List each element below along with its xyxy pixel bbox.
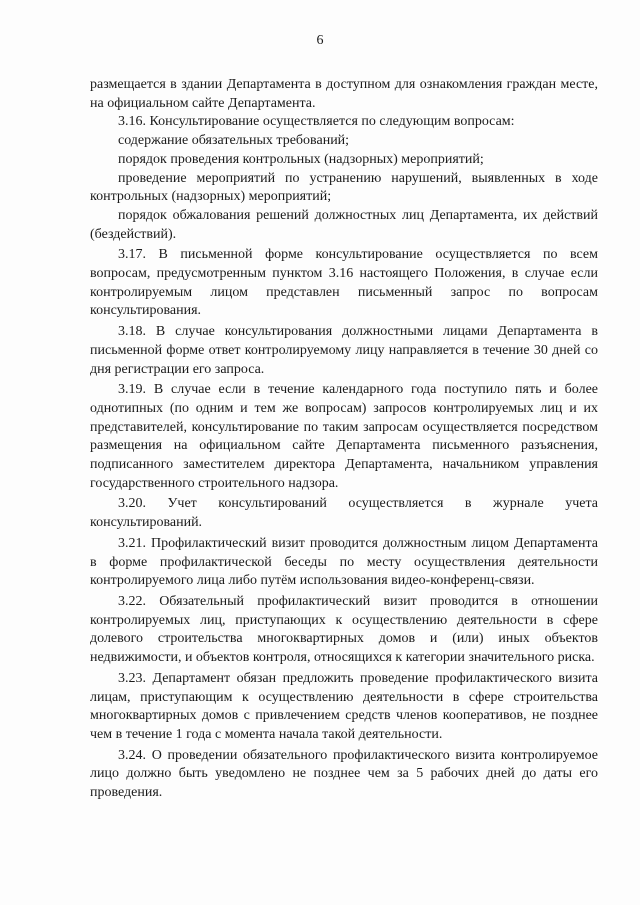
paragraph-3-18: 3.18. В случае консультирования должностными лицами Департамента в письменной форме ответ контролируемому лицу направляется в течение 30 дней со дня регистрации его запроса. (90, 324, 598, 377)
paragraph-3-22: 3.22. Обязательный профилактический визит проводится в отношении контролируемых лиц, приступающих к осуществлению деятельности в сфере долевого строительства многоквартирных домов и (или) иных объектов недвижимости, и объектов контроля, относящихся к категории значительного риска. (90, 593, 598, 666)
list-item-procedure: порядок проведения контрольных (надзорных) мероприятий; (118, 151, 484, 167)
document-body (90, 76, 598, 803)
paragraph-3-21: 3.21. Профилактический визит проводится должностным лицом Департамента в форме профилактической беседы по месту осуществления деятельности контролируемого лица либо путём использования видео-конференц-связи. (90, 535, 598, 589)
paragraph-3-16: 3.16. Консультирование осуществляется по следующим вопросам: (118, 114, 515, 130)
paragraph-3-24: 3.24. О проведении обязательного профилактического визита контролируемое лицо должно быть уведомлено не позднее чем за 5 рабочих дней до даты его проведения. (90, 747, 598, 801)
list-item-remediation: проведение мероприятий по устранению нарушений, выявленных в ходе контрольных (надзорных) мероприятий; (90, 170, 598, 205)
paragraph-3-19: 3.19. В случае если в течение календарного года поступило пять и более однотипных (по одним и тем же вопросам) запросов контролируемых лиц и их представителей, консультирование по таким запросам осуществляется посредством размещения на официальном сайте Департамента письменного разъяснения, подписанного заместителем директора Департамента, начальником управления государственного строительного надзора. (90, 382, 598, 491)
paragraph-3-17: 3.17. В письменной форме консультирование осуществляется по всем вопросам, предусмотренным пунктом 3.16 настоящего Положения, в случае если контролируемым лицом представлен письменный запрос по вопросам консультирования. (90, 247, 598, 319)
list-item-requirements: содержание обязательных требований; (118, 133, 350, 149)
page-number: 6 (316, 33, 324, 48)
list-item-appeal: порядок обжалования решений должностных лиц Департамента, их действий (бездействий). (90, 207, 598, 242)
paragraph-3-23: 3.23. Департамент обязан предложить проведение профилактического визита лицам, приступающим к осуществлению деятельности в сфере строительства многоквартирных домов с привлечением средств членов кооперативов, не позднее чем в течение 1 года с момента начала такой деятельности. (90, 670, 598, 742)
paragraph-continuation: размещается в здании Департамента в доступном для ознакомления граждан месте, на официальном сайте Департамента. (90, 77, 598, 111)
paragraph-3-20: 3.20. Учет консультирований осуществляется в журнале учета консультирований. (90, 496, 598, 531)
